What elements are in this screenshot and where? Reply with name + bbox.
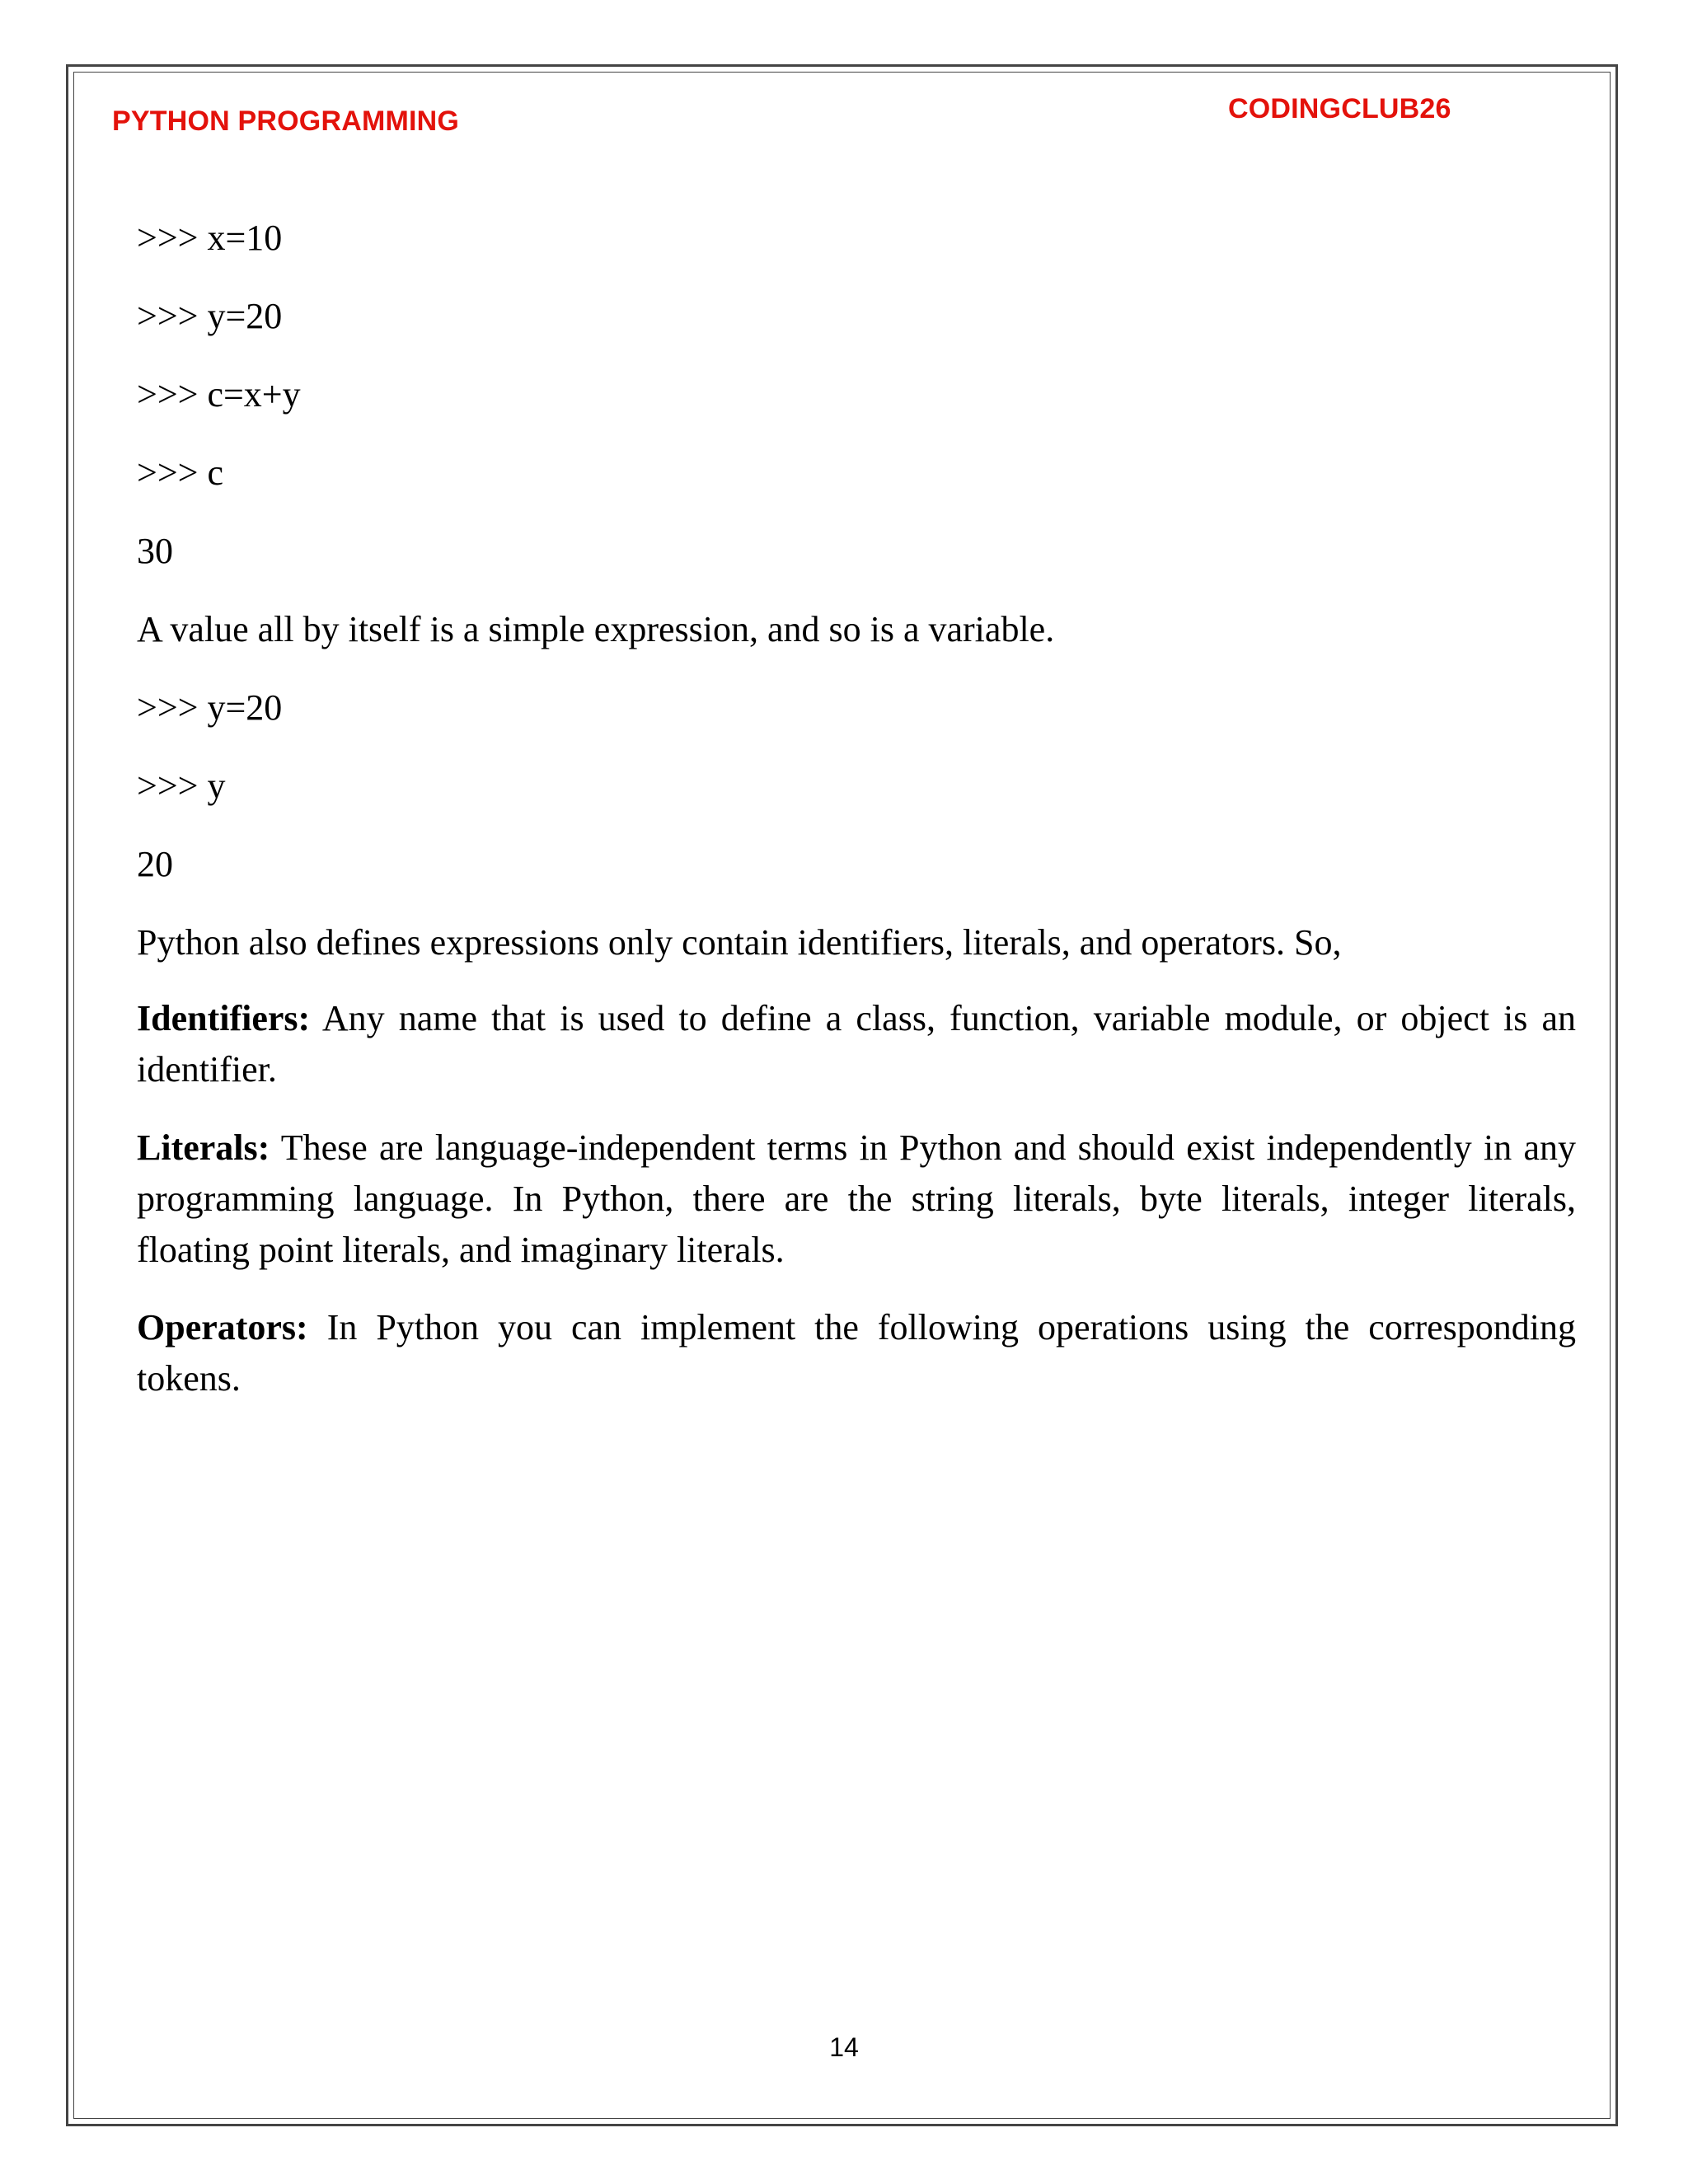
code-line: >>> y	[137, 766, 226, 806]
definition-term: Identifiers:	[137, 998, 311, 1038]
code-output: 30	[137, 531, 173, 571]
definition-text: In Python you can implement the following operations using the corresponding tokens.	[137, 1307, 1577, 1399]
definition-literals	[137, 1122, 1576, 1276]
definition-identifiers	[137, 993, 1576, 1095]
code-line: >>> x=10	[137, 218, 283, 258]
body-sentence: A value all by itself is a simple expression, and so is a variable.	[137, 609, 1055, 649]
definition-text: Any name that is used to define a class, function, variable module, or object is an identifier.	[137, 998, 1577, 1090]
definition-text: These are language-independent terms in Python and should exist independently in any programming language. In Python, there are the string literals, byte literals, integer literals, floating point literals, and imaginary literals.	[137, 1127, 1576, 1270]
code-line: >>> c	[137, 452, 223, 493]
definition-term: Literals:	[137, 1127, 270, 1168]
code-line: >>> y=20	[137, 296, 283, 336]
body-sentence: Python also defines expressions only contain identifiers, literals, and operators. So,	[137, 922, 1342, 963]
header-left-title: PYTHON PROGRAMMING	[112, 105, 460, 137]
code-output: 20	[137, 844, 173, 884]
page-border-inner	[73, 72, 1611, 2119]
definition-term: Operators:	[137, 1307, 308, 1347]
code-line: >>> y=20	[137, 687, 283, 728]
code-line: >>> c=x+y	[137, 374, 301, 415]
definition-operators	[137, 1302, 1576, 1404]
page-number: 14	[829, 2032, 859, 2062]
header-right-title: CODINGCLUB26	[1228, 93, 1451, 124]
